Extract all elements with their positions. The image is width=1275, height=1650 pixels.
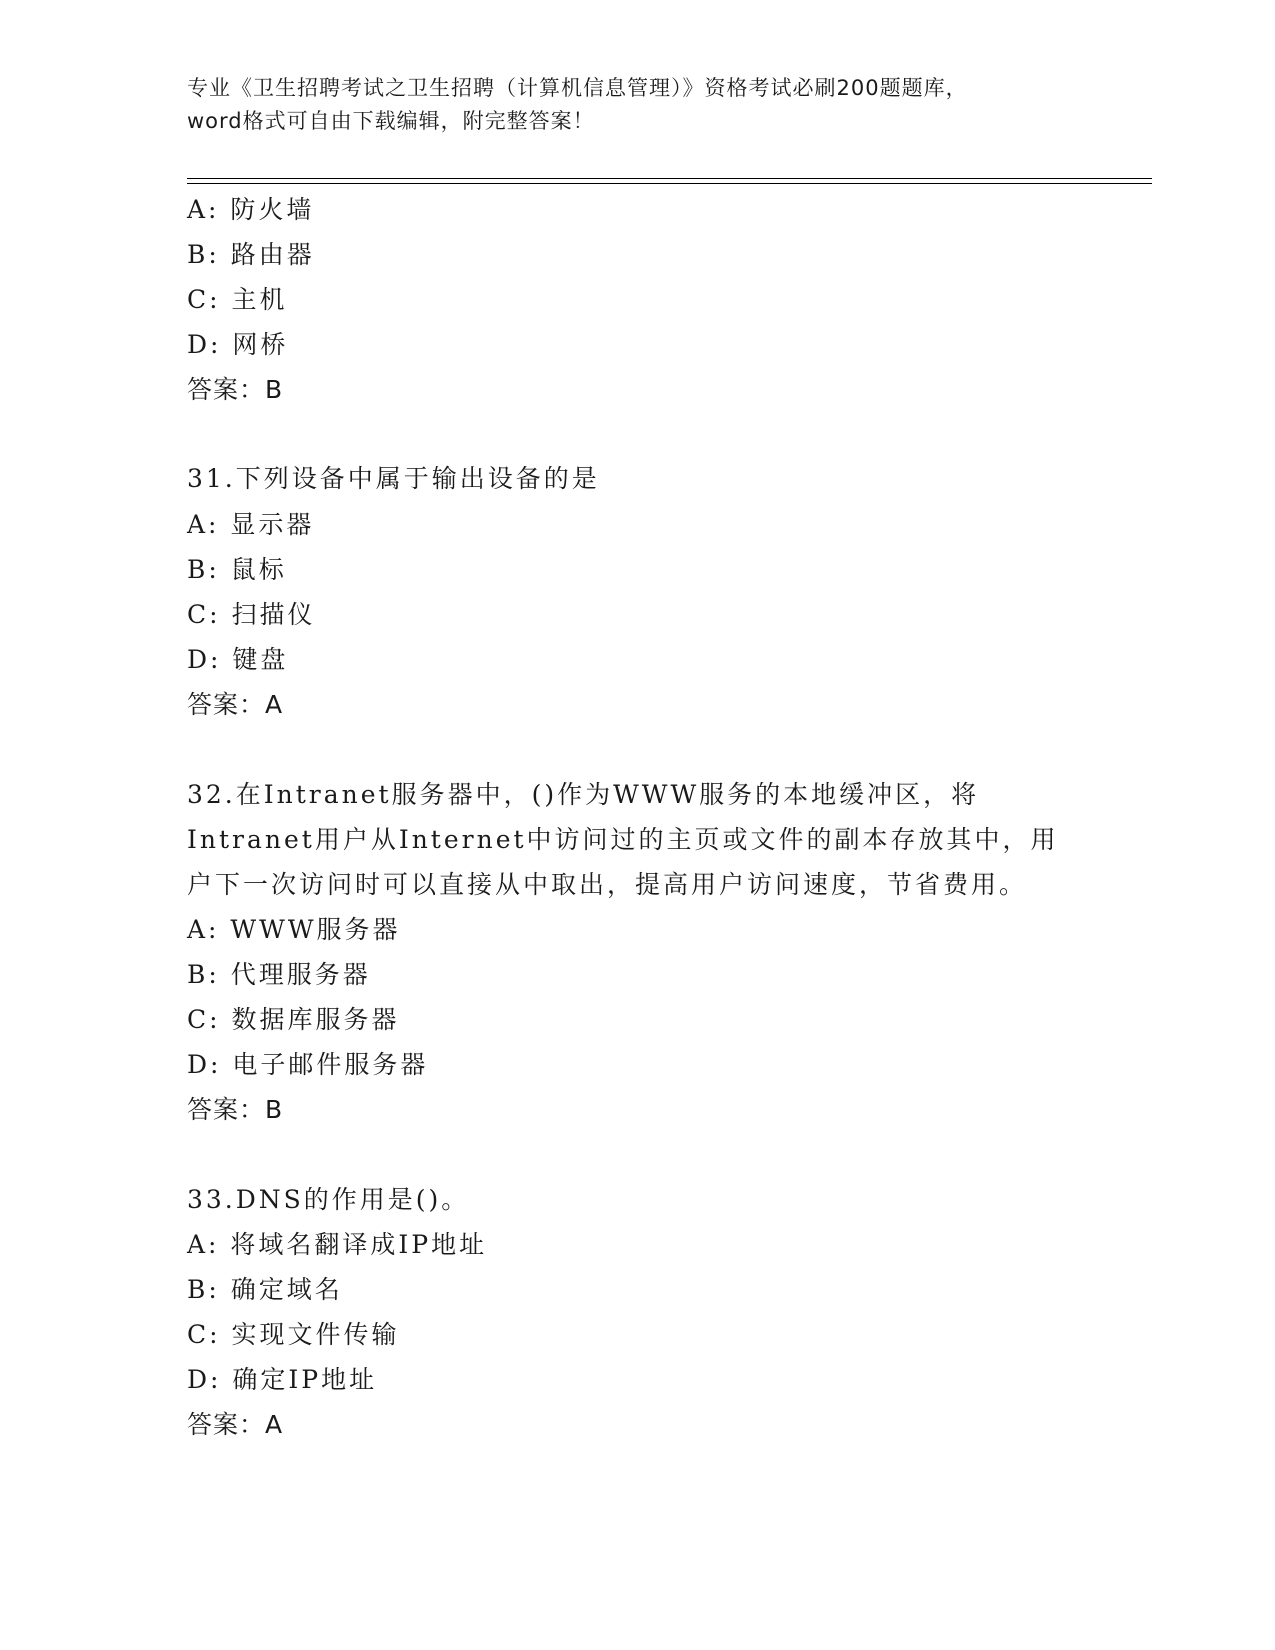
q31-option-a: A: 显示器 bbox=[187, 510, 315, 539]
q31-option-b: B: 鼠标 bbox=[187, 555, 287, 584]
header-line-1: 专业《卫生招聘考试之卫生招聘（计算机信息管理）》资格考试必刷200题题库， bbox=[187, 76, 968, 100]
q33-answer: 答案：A bbox=[187, 1410, 284, 1439]
q30-option-b: B: 路由器 bbox=[187, 240, 315, 269]
q31-stem: 31.下列设备中属于输出设备的是 bbox=[187, 464, 600, 493]
q30-answer: 答案：B bbox=[187, 375, 284, 404]
q31-option-c: C: 扫描仪 bbox=[187, 600, 316, 629]
q32-stem-line-3: 户下一次访问时可以直接从中取出，提高用户访问速度，节省费用。 bbox=[187, 870, 1028, 899]
q33-stem: 33.DNS的作用是()。 bbox=[187, 1185, 470, 1214]
q33-option-c: C: 实现文件传输 bbox=[187, 1320, 400, 1349]
q31-option-d: D: 键盘 bbox=[187, 645, 289, 674]
header-divider-bottom bbox=[187, 183, 1152, 184]
document-header bbox=[187, 72, 1087, 138]
q32-option-c: C: 数据库服务器 bbox=[187, 1005, 400, 1034]
q32-option-a: A: WWW服务器 bbox=[187, 915, 401, 944]
q33-option-a: A: 将域名翻译成IP地址 bbox=[187, 1230, 488, 1259]
q33-option-b: B: 确定域名 bbox=[187, 1275, 343, 1304]
q31-answer: 答案：A bbox=[187, 690, 284, 719]
q33-option-d: D: 确定IP地址 bbox=[187, 1365, 378, 1394]
header-divider-top bbox=[187, 178, 1152, 179]
header-line-2: word格式可自由下载编辑，附完整答案！ bbox=[187, 109, 595, 133]
q32-option-d: D: 电子邮件服务器 bbox=[187, 1050, 429, 1079]
q32-answer: 答案：B bbox=[187, 1095, 284, 1124]
q30-option-c: C: 主机 bbox=[187, 285, 288, 314]
q32-option-b: B: 代理服务器 bbox=[187, 960, 371, 989]
q32-stem-line-2: Intranet用户从Internet中访问过的主页或文件的副本存放其中，用 bbox=[187, 825, 1059, 854]
q30-option-a: A: 防火墙 bbox=[187, 195, 315, 224]
q30-option-d: D: 网桥 bbox=[187, 330, 289, 359]
q32-stem-line-1: 32.在Intranet服务器中，()作为WWW服务的本地缓冲区，将 bbox=[187, 780, 980, 809]
